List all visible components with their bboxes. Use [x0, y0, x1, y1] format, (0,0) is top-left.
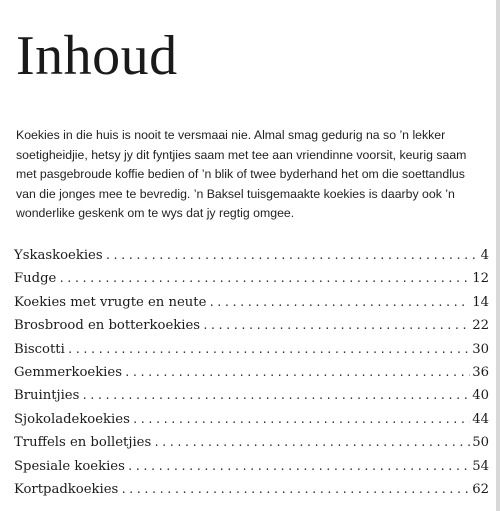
page-title: Inhoud [16, 25, 178, 87]
toc-entry-sjokoladekoekies[interactable] [14, 412, 489, 435]
toc-page-number: 22 [472, 318, 489, 334]
toc-page-number: 4 [480, 248, 489, 263]
toc-entry-label: Truffels en bolletjies [14, 435, 152, 451]
dot-leader [67, 343, 470, 356]
toc-entry-label: Gemmerkoekies [14, 364, 122, 380]
toc-entry-label: Bruintjies [14, 388, 80, 404]
dot-leader [208, 296, 470, 309]
toc-page-number: 54 [472, 458, 489, 474]
toc-entry-bruintjies[interactable] [14, 388, 489, 411]
table-of-contents [14, 248, 489, 505]
toc-entry-fudge[interactable] [14, 271, 489, 294]
toc-page-number: 44 [472, 411, 489, 427]
toc-entry-brosbrood[interactable] [14, 318, 489, 341]
toc-entry-label: Sjokoladekoekies [14, 411, 130, 427]
intro-paragraph: Koekies in die huis is nooit te versmaai nie. Almal smag gedurig na so ’n lekker soetigheidjie, hetsy jy dit fyntjies saam met tee aan vriendinne voorsit, keurig saam met pasgebroude koffie bedien of ’n blik of twee byderhand het om die soettandlus van die jonges mee te bevredig. ’n Baksel tuisgemaakte koekies is daarby ook ’n wonderlike geskenk om te wys dat jy regtig omgee. [16, 128, 467, 221]
toc-page-number: 36 [472, 364, 489, 380]
toc-entry-label: Fudge [14, 271, 57, 287]
toc-page-number: 14 [472, 294, 489, 310]
toc-page-number: 40 [472, 388, 489, 404]
dot-leader [132, 413, 470, 426]
toc-page-number: 30 [472, 341, 489, 357]
page-edge [496, 0, 500, 511]
dot-leader [105, 249, 479, 262]
toc-entry-gemmerkoekies[interactable] [14, 365, 489, 388]
toc-page-number: 50 [472, 435, 489, 451]
dot-leader [120, 483, 470, 496]
toc-entry-yskaskoekies[interactable] [14, 248, 489, 271]
dot-leader [81, 389, 470, 402]
dot-leader [153, 436, 470, 449]
dot-leader [58, 272, 470, 285]
toc-page-number: 12 [472, 271, 489, 287]
dot-leader [202, 319, 470, 332]
toc-entry-biscotti[interactable] [14, 342, 489, 365]
toc-entry-truffels[interactable] [14, 435, 489, 458]
toc-entry-label: Spesiale koekies [14, 458, 125, 474]
toc-entry-label: Kortpadkoekies [14, 481, 119, 497]
toc-entry-label: Yskaskoekies [14, 248, 103, 263]
toc-entry-label: Brosbrood en botterkoekies [14, 318, 201, 334]
toc-page-number: 62 [472, 481, 489, 497]
dot-leader [124, 366, 470, 379]
toc-entry-spesiale-koekies[interactable] [14, 459, 489, 482]
toc-entry-label: Koekies met vrugte en neute [14, 294, 207, 310]
toc-entry-label: Biscotti [14, 341, 65, 357]
toc-entry-kortpadkoekies[interactable] [14, 482, 489, 505]
dot-leader [127, 460, 470, 473]
toc-entry-koekies-met-vrugte[interactable] [14, 295, 489, 318]
